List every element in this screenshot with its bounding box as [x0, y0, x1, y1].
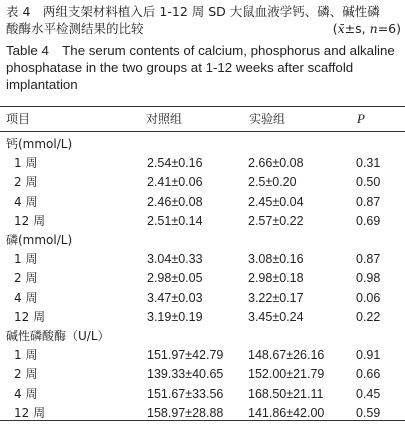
header-item: 项目: [6, 112, 31, 126]
caption-stats-note: [333, 20, 401, 37]
table-group-row: [0, 134, 405, 154]
stats-open: (: [332, 21, 338, 36]
p-value: 0.50: [356, 175, 381, 190]
p-value: 0.45: [356, 386, 381, 401]
control-value: 2.54±0.16: [147, 156, 203, 171]
experimental-value: 168.50±21.11: [248, 386, 324, 401]
row-label: 1 周: [14, 156, 38, 171]
header-p-value: P: [357, 111, 365, 126]
table-group-row: [0, 326, 405, 346]
group-label: 钙(mmol/L): [6, 137, 73, 151]
p-value: 0.59: [356, 405, 381, 420]
caption-cn-line2: 酸酶水平检测结果的比较: [6, 21, 144, 36]
control-value: 2.51±0.14: [147, 213, 203, 228]
table-row: [0, 249, 405, 269]
table-top-rule: [0, 106, 405, 107]
table-row: [0, 384, 405, 404]
row-label: 2 周: [14, 175, 38, 190]
p-value: 0.91: [356, 348, 381, 363]
experimental-value: 2.5±0.20: [248, 175, 297, 190]
group-label: 碱性磷酸酶（U/L）: [6, 329, 110, 343]
experimental-value: 2.45±0.04: [248, 194, 304, 209]
control-value: 139.33±40.65: [147, 367, 224, 382]
table-row: [0, 268, 405, 288]
table-caption-english: Table 4 The serum contents of calcium, phosphorus and alkaline phosphatase in the two groups at 1-12 weeks after scaffold implantation: [6, 43, 395, 92]
stats-sd: ±s,: [344, 21, 366, 36]
table-row: [0, 307, 405, 327]
experimental-value: 141.86±42.00: [248, 405, 325, 420]
control-value: 2.41±0.06: [147, 175, 203, 190]
experimental-value: 3.08±0.16: [248, 252, 304, 267]
row-label: 12 周: [14, 405, 46, 420]
row-label: 2 周: [14, 367, 38, 382]
p-value: 0.06: [356, 290, 381, 305]
table-row: [0, 211, 405, 231]
table-row: [0, 192, 405, 212]
table-group-row: [0, 230, 405, 250]
table-row: [0, 288, 405, 308]
p-value: 0.66: [356, 367, 381, 382]
p-value: 0.87: [356, 194, 381, 209]
table-row: [0, 153, 405, 173]
control-value: 2.46±0.08: [147, 194, 203, 209]
control-value: 3.04±0.33: [147, 252, 203, 267]
p-value: 0.87: [356, 252, 381, 267]
header-experimental-group: 实验组: [249, 112, 286, 126]
row-label: 12 周: [14, 213, 46, 228]
table-row: [0, 345, 405, 365]
control-value: 158.97±28.88: [147, 405, 224, 420]
control-value: 3.19±0.19: [147, 309, 203, 324]
stats-mean-symbol: x̄: [337, 21, 345, 36]
caption-cn-line2-wrap: [6, 20, 401, 37]
stats-n-value: =6): [377, 21, 401, 36]
table-caption-chinese: [6, 3, 401, 37]
table-row: [0, 172, 405, 192]
row-label: 1 周: [14, 348, 38, 363]
row-label: 4 周: [14, 290, 38, 305]
control-value: 151.67±33.56: [147, 386, 224, 401]
p-value: 0.98: [356, 271, 381, 286]
experimental-value: 2.66±0.08: [248, 156, 304, 171]
table-bottom-rule: [0, 420, 405, 421]
experimental-value: 3.22±0.17: [248, 290, 304, 305]
stats-n-symbol: n: [369, 21, 378, 36]
row-label: 4 周: [14, 386, 38, 401]
control-value: 151.97±42.79: [147, 348, 224, 363]
p-value: 0.31: [356, 156, 381, 171]
group-label: 磷(mmol/L): [6, 233, 73, 247]
p-value: 0.69: [356, 213, 381, 228]
control-value: 3.47±0.03: [147, 290, 203, 305]
header-control-group: 对照组: [146, 112, 183, 126]
table-header-rule: [0, 131, 405, 132]
experimental-value: 148.67±26.16: [248, 348, 325, 363]
row-label: 1 周: [14, 252, 38, 267]
row-label: 4 周: [14, 194, 38, 209]
experimental-value: 3.45±0.24: [248, 309, 304, 324]
experimental-value: 2.98±0.18: [248, 271, 304, 286]
p-value: 0.22: [356, 309, 381, 324]
table-row: [0, 364, 405, 384]
experimental-value: 2.57±0.22: [248, 213, 304, 228]
row-label: 2 周: [14, 271, 38, 286]
control-value: 2.98±0.05: [147, 271, 203, 286]
experimental-value: 152.00±21.79: [248, 367, 325, 382]
caption-cn-line1: 表 4 两组支架材料植入后 1-12 周 SD 大鼠血液学钙、磷、碱性磷: [6, 4, 380, 19]
row-label: 12 周: [14, 309, 46, 324]
